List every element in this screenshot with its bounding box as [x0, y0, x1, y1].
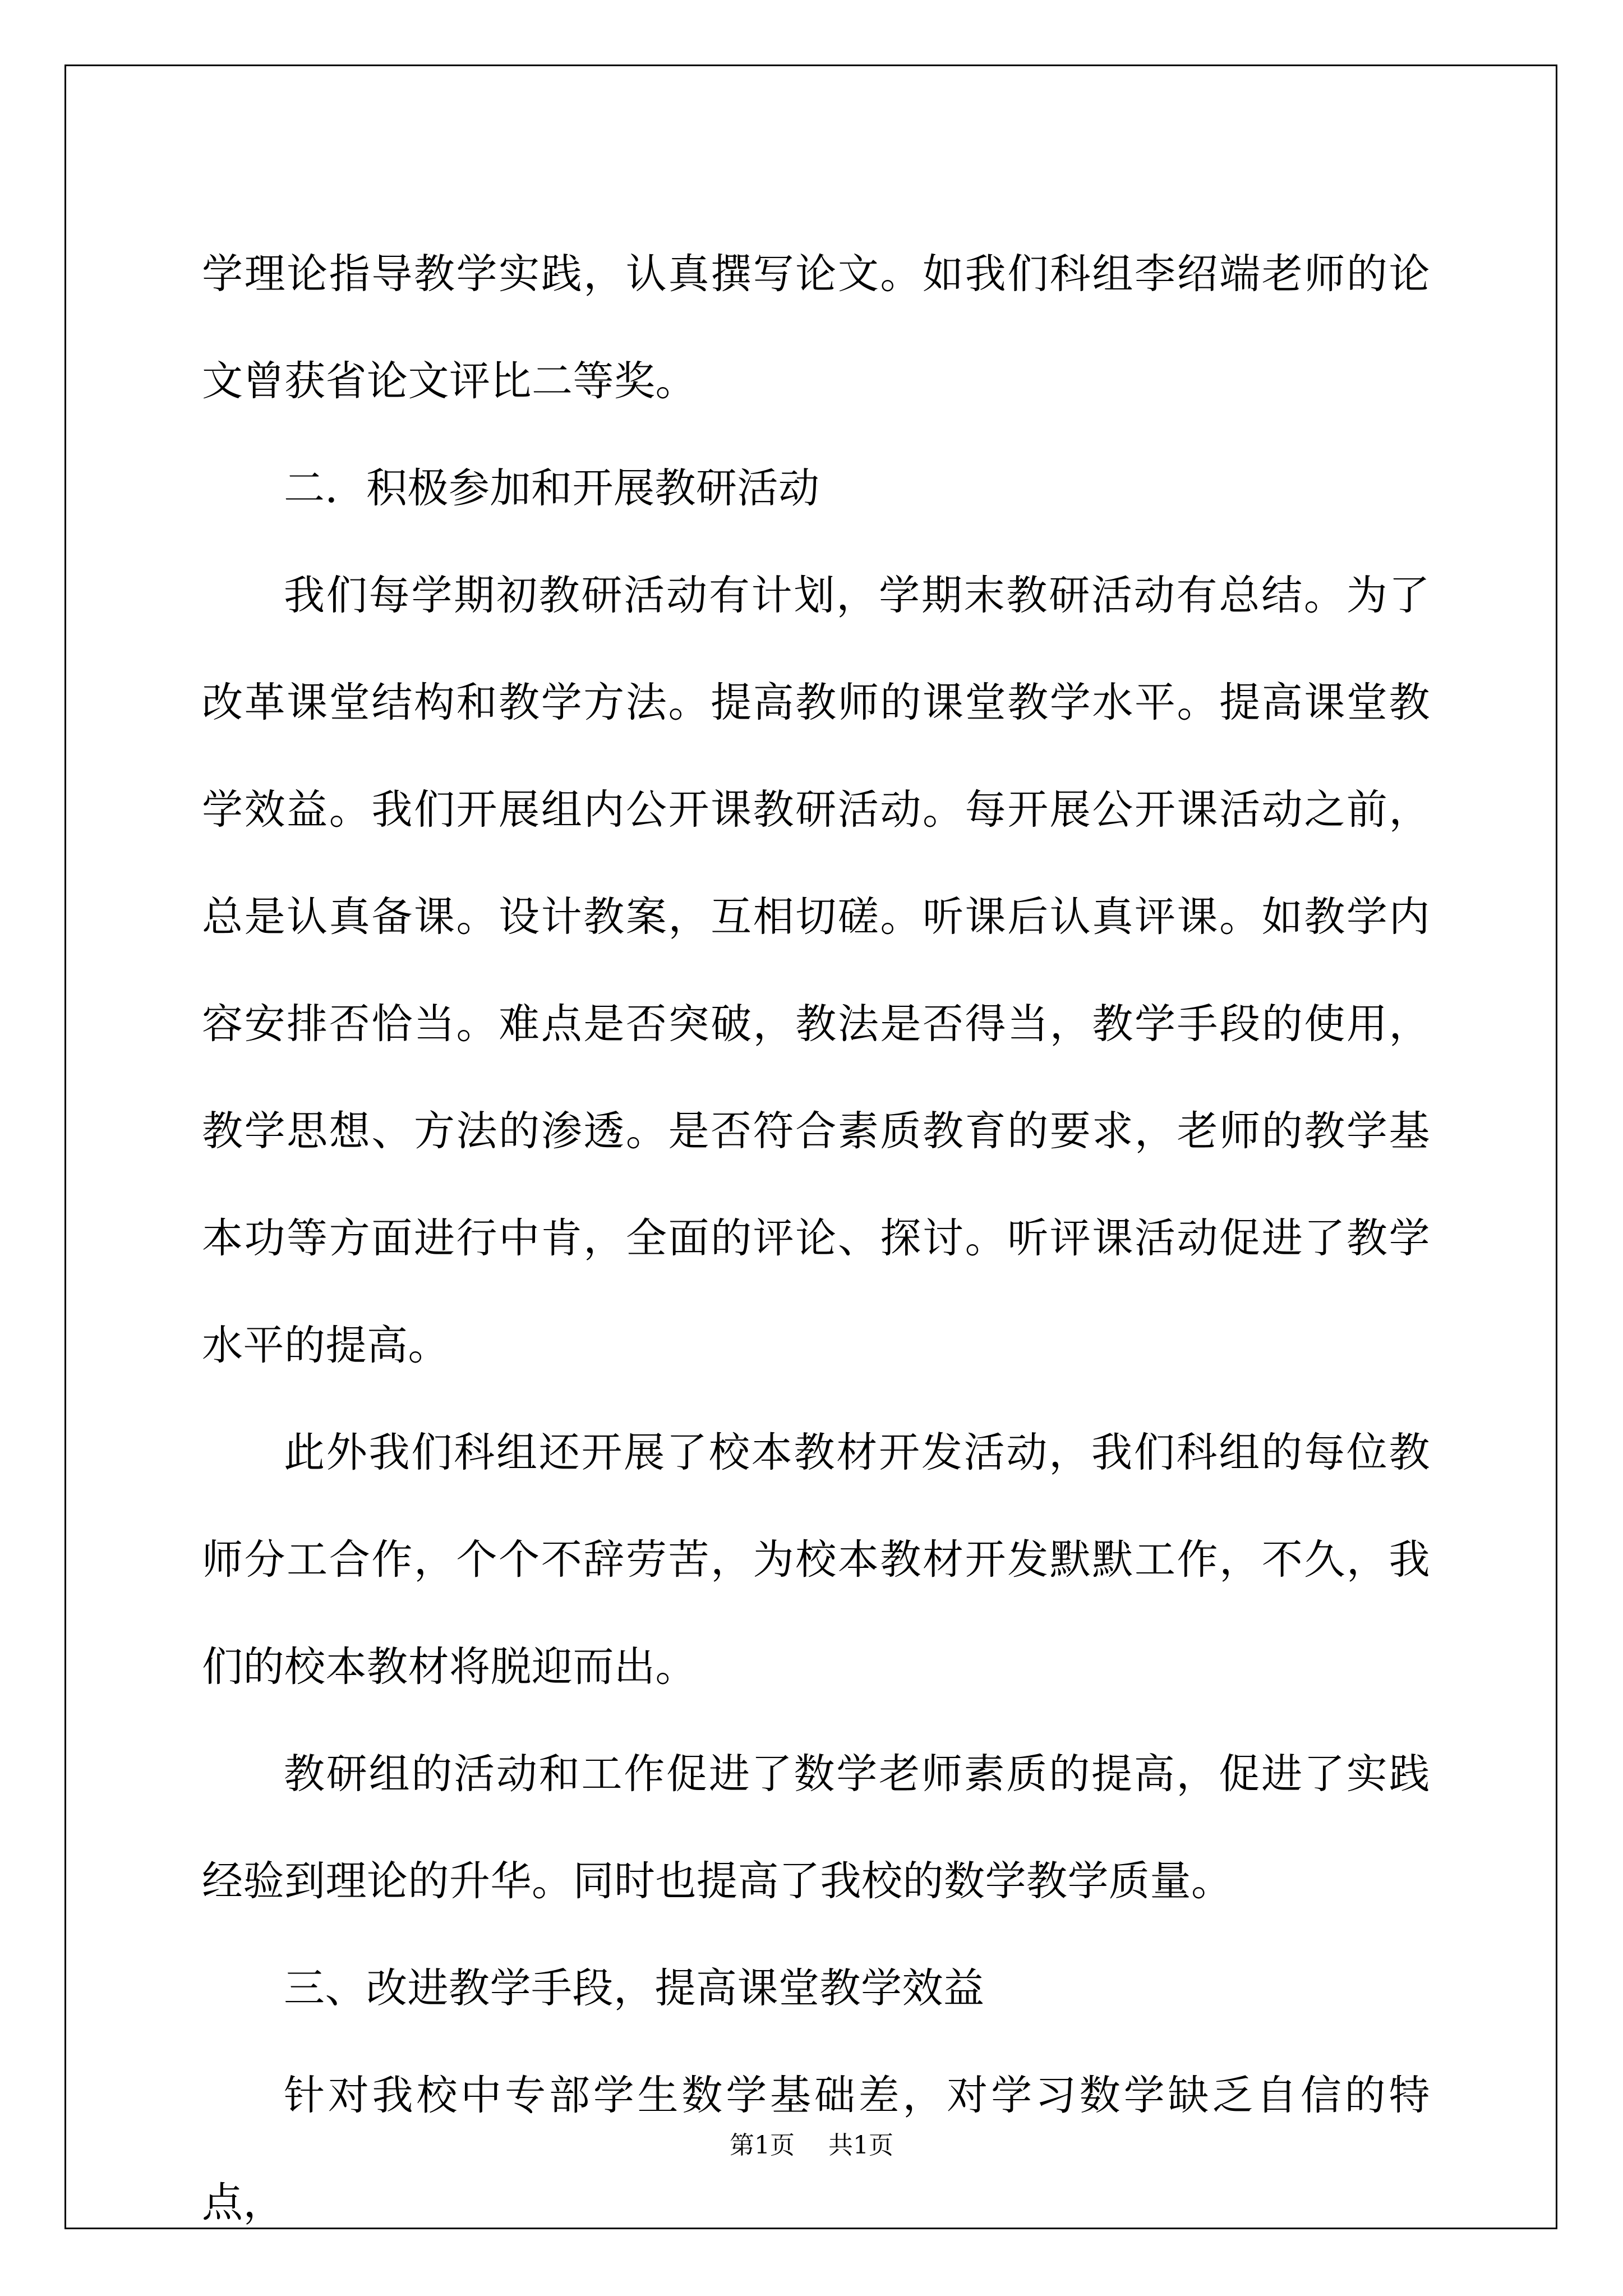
document-body [202, 220, 1430, 2256]
paragraph: 教研组的活动和工作促进了数学老师素质的提高，促进了实践经验到理论的升华。同时也提高了我校的数学教学质量。 [202, 1750, 1430, 1905]
paragraph: 此外我们科组还开展了校本教材开发活动，我们科组的每位教师分工合作，个个不辞劳苦，为校本教材开发默默工作，不久，我们的校本教材将脱迎而出。 [202, 1429, 1430, 1691]
paragraph: 我们每学期初教研活动有计划，学期末教研活动有总结。为了改革课堂结构和教学方法。提高教师的课堂教学水平。提高课堂教学效益。我们开展组内公开课教研活动。每开展公开课活动之前，总是认真备课。设计教案，互相切磋。听课后认真评课。如教学内容安排否恰当。难点是否突破，教法是否得当，教学手段的使用，教学思想、方法的渗透。是否符合素质教育的要求，老师的教学基本功等方面进行中肯，全面的评论、探讨。听评课活动促进了教学水平的提高。 [202, 572, 1430, 1369]
paragraph: 学理论指导教学实践，认真撰写论文。如我们科组李绍端老师的论文曾获省论文评比二等奖。 [202, 250, 1430, 405]
paragraph: 针对我校中专部学生数学基础差，对学习数学缺乏自信的特点， [202, 2072, 1430, 2226]
section-heading: 三、改进教学手段，提高课堂教学效益 [284, 1964, 985, 2012]
page-number: 第1页 [730, 2131, 795, 2160]
page-total: 共1页 [828, 2131, 893, 2160]
section-heading: 二．积极参加和开展教研活动 [284, 464, 820, 512]
page-footer [0, 2129, 1623, 2162]
